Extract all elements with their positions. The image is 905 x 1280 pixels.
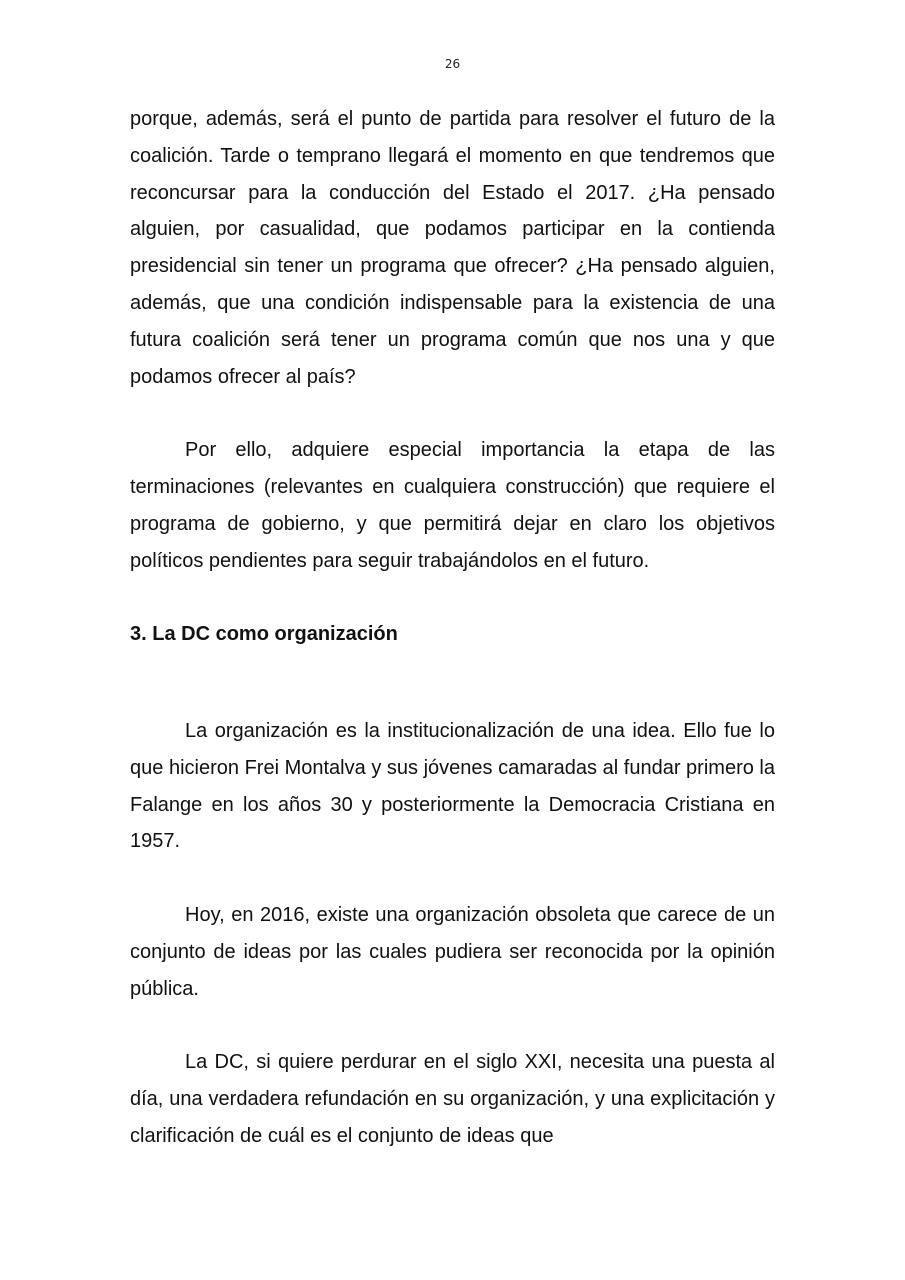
- paragraph-continuation: porque, además, será el punto de partida para resolver el futuro de la coalición. Tarde o temprano llegará el momento en que tendremos que reconcursar para la conducción del Estado el 2017. ¿Ha pensado alguien, por casualidad, que podamos participar en la contienda presidencial sin tener un programa que ofrecer? ¿Ha pensado alguien, además, que una condición indispensable para la existencia de una futura coalición será tener un programa común que nos una y que podamos ofrecer al país?: [130, 108, 775, 388]
- section-heading: 3. La DC como organización: [130, 623, 398, 646]
- paragraph-terminaciones: Por ello, adquiere especial importancia la etapa de las terminaciones (relevantes en cualquiera construcción) que requiere el programa de gobierno, y que permitirá dejar en claro los objetivos políticos pendientes para seguir trabajándolos en el futuro.: [130, 439, 775, 572]
- paragraph-siglo-xxi: La DC, si quiere perdurar en el siglo XXI, necesita una puesta al día, una verdadera refundación en su organización, y una explicitación y clarificación de cuál es el conjunto de ideas que: [130, 1051, 775, 1147]
- page-number: 26: [444, 57, 461, 71]
- document-body: [130, 101, 775, 1155]
- paragraph-hoy-2016: Hoy, en 2016, existe una organización obsoleta que carece de un conjunto de ideas por las cuales pudiera ser reconocida por la opinión pública.: [130, 903, 775, 1000]
- paragraph-organizacion: La organización es la institucionalización de una idea. Ello fue lo que hicieron Frei Montalva y sus jóvenes camaradas al fundar primero la Falange en los años 30 y posteriormente la Democracia Cristiana en 1957.: [130, 719, 775, 853]
